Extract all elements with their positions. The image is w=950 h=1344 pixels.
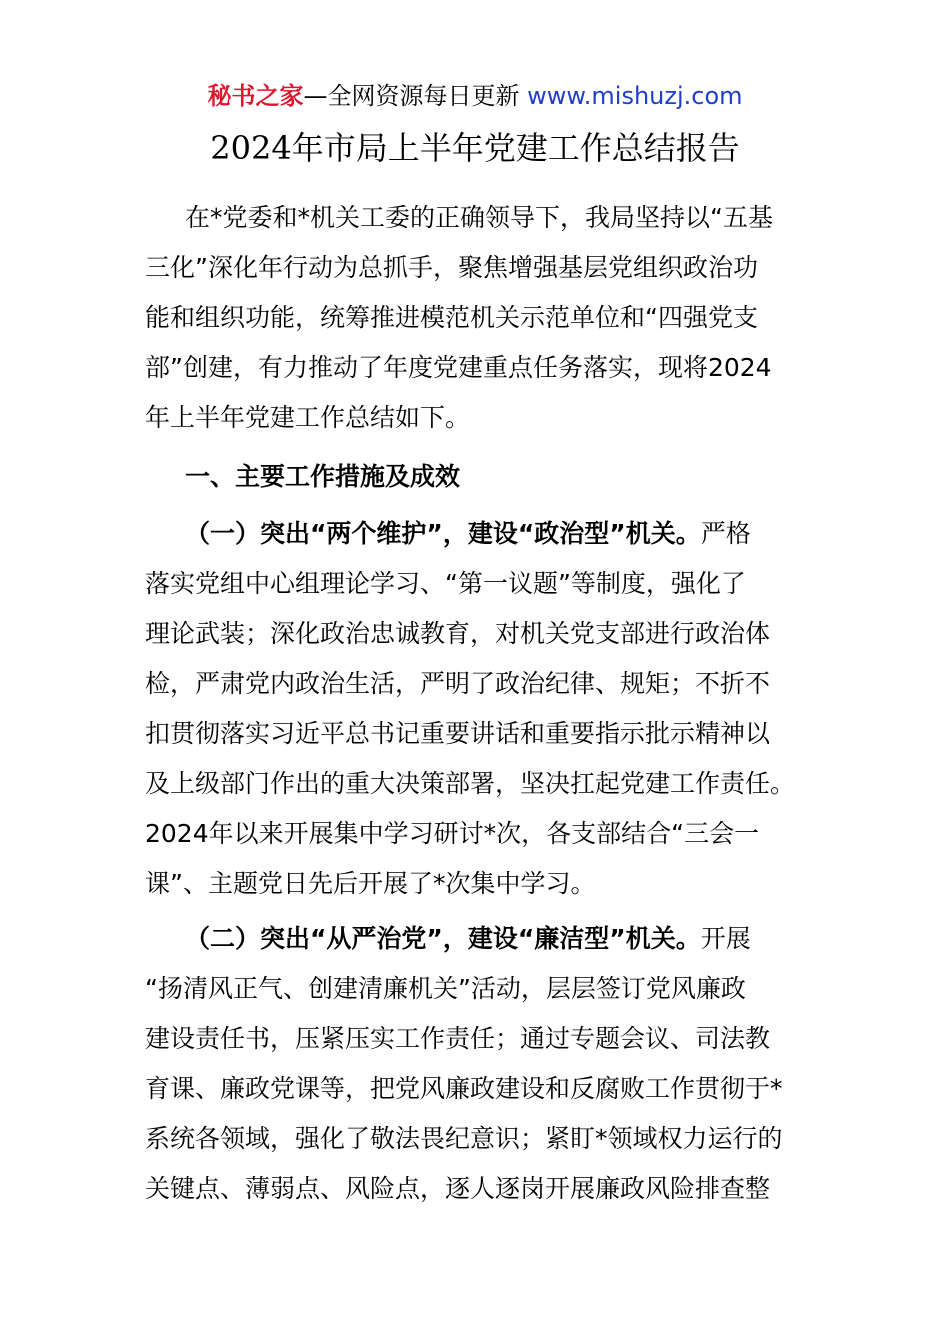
intro-paragraph [145,193,805,443]
intro-line: 能和组织功能，统筹推进模范机关示范单位和“四强党支 [145,303,758,332]
paragraph-text: 开展 [700,924,751,953]
paragraph-first-line [145,914,805,964]
header-slogan: —全网资源每日更新 [303,82,520,110]
brand-name: 秘书之家 [207,82,304,110]
paragraph-line: 2024年以来开展集中学习研讨*次，各支部结合“三会一 [145,819,760,848]
paragraph-text: 严格 [700,519,751,548]
section-title: 一、主要工作措施及成效 [185,462,461,491]
paragraph-heading: （一）突出“两个维护”，建设“政治型”机关。 [185,519,701,548]
paragraph-line: 建设责任书，压紧压实工作责任；通过专题会议、司法教 [145,1024,771,1053]
site-url-link[interactable]: www.mishuzj.com [527,82,743,110]
paragraph-line: 关键点、薄弱点、风险点，逐人逐岗开展廉政风险排查整 [145,1174,771,1203]
paragraph-first-line [145,509,805,559]
document-title: 2024年市局上半年党建工作总结报告 [210,129,740,167]
paragraph-line: “扬清风正气、创建清廉机关”活动，层层签订党风廉政 [145,974,746,1003]
section-heading [145,452,805,502]
site-header [0,80,950,112]
intro-line: 在*党委和*机关工委的正确领导下，我局坚持以“五基 [185,203,773,232]
paragraph-line: 扣贯彻落实习近平总书记重要讲话和重要指示批示精神以 [145,719,771,748]
paragraph-line: 系统各领域，强化了敬法畏纪意识；紧盯*领域权力运行的 [145,1124,783,1153]
intro-line: 部”创建，有力推动了年度党建重点任务落实，现将2024 [145,353,772,382]
paragraph-line: 课”、主题党日先后开展了*次集中学习。 [145,869,596,898]
paragraph-line: 育课、廉政党课等，把党风廉政建设和反腐败工作贯彻于* [145,1074,783,1103]
paragraph-1 [145,509,805,909]
paragraph-heading: （二）突出“从严治党”，建设“廉洁型”机关。 [185,924,701,953]
paragraph-2 [145,914,805,1214]
paragraph-line: 理论武装；深化政治忠诚教育，对机关党支部进行政治体 [145,619,771,648]
paragraph-line: 检，严肃党内政治生活，严明了政治纪律、规矩；不折不 [145,669,771,698]
paragraph-line: 及上级部门作出的重大决策部署，坚决扛起党建工作责任。 [145,769,796,798]
intro-line: 三化”深化年行动为总抓手，聚焦增强基层党组织政治功 [145,253,758,282]
intro-line: 年上半年党建工作总结如下。 [145,403,471,432]
paragraph-line: 落实党组中心组理论学习、“第一议题”等制度，强化了 [145,569,746,598]
